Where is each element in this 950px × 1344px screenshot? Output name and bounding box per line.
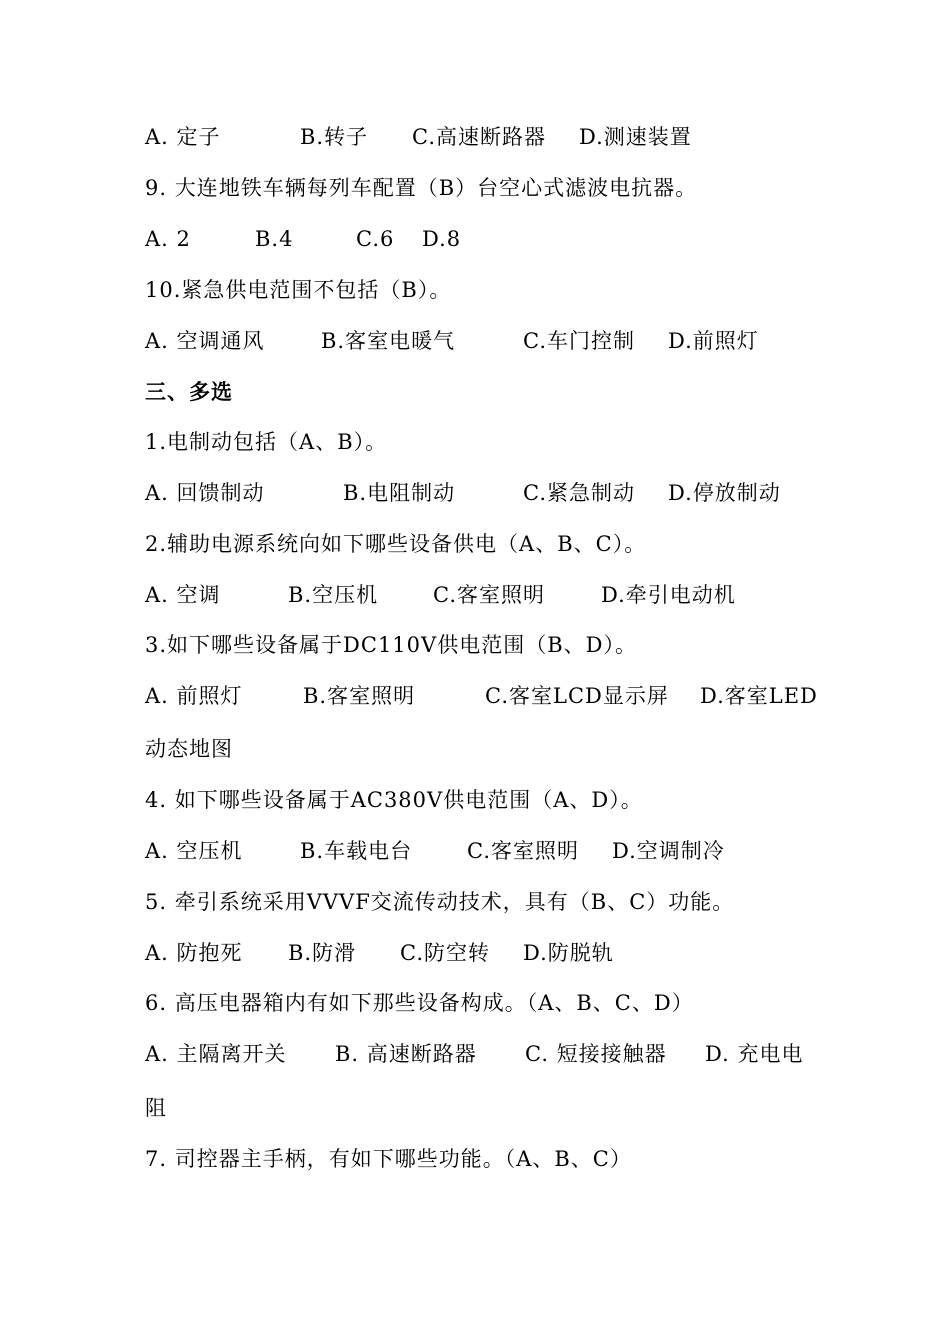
option-a: A. 空压机 [145,839,243,863]
question-m5: 5. 牵引系统采用VVVF交流传动技术，具有（B、C）功能。 [145,890,735,914]
question-m1: 1.电制动包括（A、B）。 [145,430,388,454]
option-d: D.空调制冷 [612,839,725,863]
question-m3: 3.如下哪些设备属于DC110V供电范围（B、D）。 [145,633,637,657]
option-a: A. 前照灯 [145,684,243,708]
option-d: D. 充电电 [705,1042,804,1066]
option-b: B.转子 [300,125,369,149]
option-a: A. 定子 [145,125,221,149]
option-d: D.防脱轨 [523,941,614,965]
option-d: D.前照灯 [668,329,759,353]
option-d-continuation-m6: 阻 [145,1096,167,1120]
question-9: 9. 大连地铁车辆每列车配置（B）台空心式滤波电抗器。 [145,176,698,200]
option-c: C.防空转 [400,941,490,965]
option-c: C.高速断路器 [412,125,546,149]
option-a: A. 空调通风 [145,329,265,353]
question-m2: 2.辅助电源系统向如下哪些设备供电（A、B、C）。 [145,532,647,556]
question-m4: 4. 如下哪些设备属于AC380V供电范围（A、D）。 [145,788,643,812]
option-b: B.车载电台 [300,839,413,863]
option-b: B.电阻制动 [343,481,456,505]
option-d: D.停放制动 [668,481,781,505]
option-c: C.客室照明 [467,839,579,863]
option-a: A. 2 [145,227,191,251]
option-c: C.客室LCD显示屏 [485,684,669,708]
option-c: C.6 [356,227,395,251]
option-b: B.客室照明 [303,684,416,708]
question-m6: 6. 高压电器箱内有如下那些设备构成。（A、B、C、D） [145,991,694,1015]
option-c: C.客室照明 [433,583,545,607]
option-a: A. 空调 [145,583,221,607]
section-heading-multiple-choice: 三、多选 [145,379,233,404]
option-a: A. 回馈制动 [145,481,265,505]
option-b: B.客室电暖气 [321,329,456,353]
option-d: D.测速装置 [579,125,692,149]
question-10: 10.紧急供电范围不包括（B）。 [145,278,452,302]
option-b: B.防滑 [288,941,357,965]
option-d-continuation: 动态地图 [145,737,233,761]
option-b: B. 高速断路器 [335,1042,477,1066]
option-b: B.4 [255,227,294,251]
option-c: C.紧急制动 [523,481,635,505]
option-a: A. 防抱死 [145,941,243,965]
option-c: C. 短接接触器 [525,1042,667,1066]
option-d: D.8 [422,227,462,251]
option-d: D.客室LED [700,684,818,708]
option-c: C.车门控制 [523,329,635,353]
option-d: D.牵引电动机 [601,583,736,607]
option-b: B.空压机 [288,583,379,607]
option-a: A. 主隔离开关 [145,1042,287,1066]
question-m7: 7. 司控器主手柄，有如下哪些功能。（A、B、C） [145,1147,632,1171]
